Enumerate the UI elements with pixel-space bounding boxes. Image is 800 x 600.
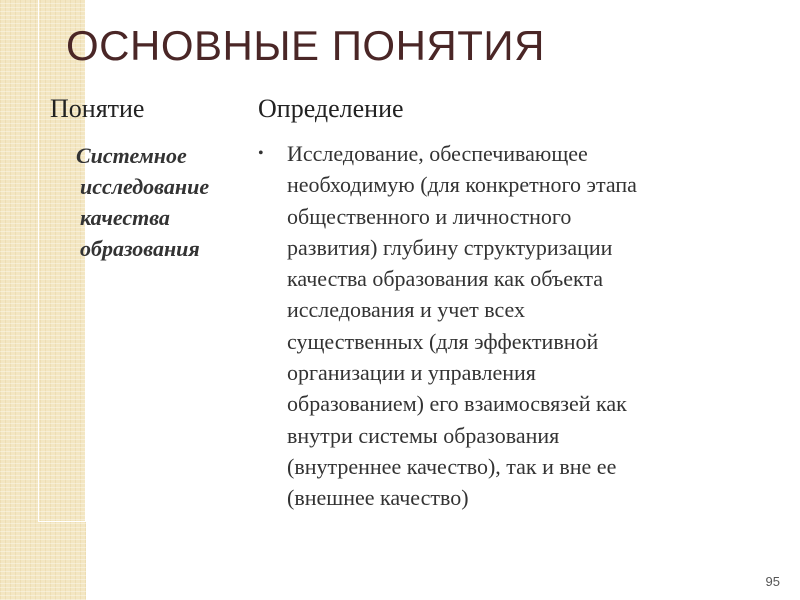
slide-title: ОСНОВНЫЕ ПОНЯТИЯ xyxy=(66,22,545,69)
term-text xyxy=(64,140,249,264)
term-line: образования xyxy=(80,236,200,261)
page-number: 95 xyxy=(765,574,780,589)
definition-column-header: Определение xyxy=(258,94,404,123)
definition-text xyxy=(258,138,718,514)
definition-line: организации и управления xyxy=(287,360,536,386)
bullet-marker: • xyxy=(258,145,264,162)
definition-line: исследования и учет всех xyxy=(287,297,525,323)
definition-line: внутри системы образования xyxy=(287,422,560,448)
definition-line: общественного и личностного xyxy=(287,203,572,229)
definition-line: (внутреннее качество), так и вне ее xyxy=(287,453,617,479)
definition-block xyxy=(258,138,718,514)
definition-line: (внешнее качество) xyxy=(287,485,469,511)
definition-line: образованием) его взаимосвязей как xyxy=(287,391,627,417)
term-column-header: Понятие xyxy=(50,94,145,123)
definition-line: качества образования как объекта xyxy=(287,266,604,292)
term-line: Системное xyxy=(76,143,187,168)
term-line: качества xyxy=(80,205,170,230)
definition-line: Исследование, обеспечивающее xyxy=(287,141,588,166)
term-line: исследование xyxy=(80,174,210,199)
definition-line: необходимую (для конкретного этапа xyxy=(287,172,637,198)
definition-line: развития) глубину структуризации xyxy=(287,234,613,260)
definition-line: существенных (для эффективной xyxy=(287,328,599,354)
